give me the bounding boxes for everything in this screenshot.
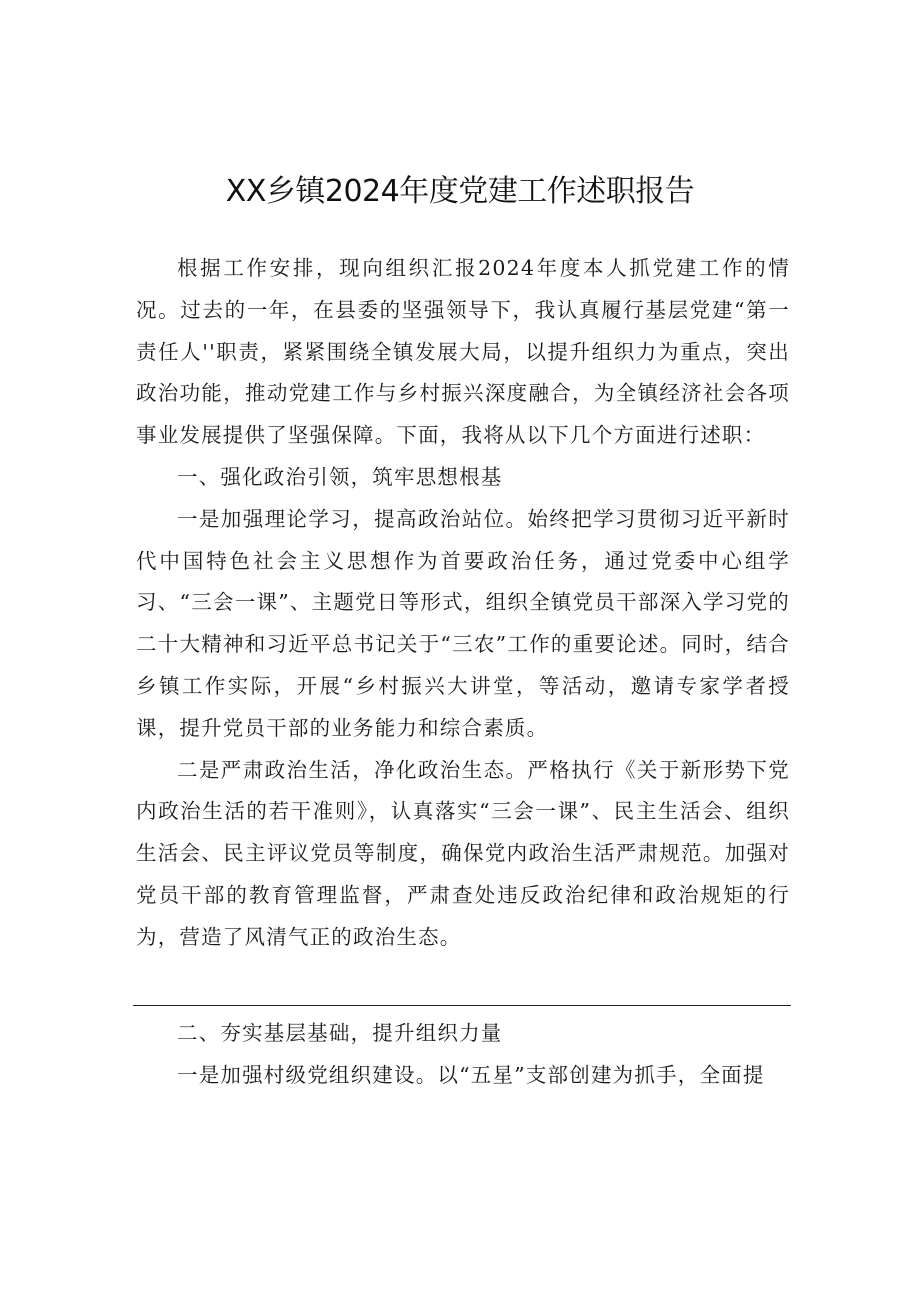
page-divider (133, 1005, 791, 1006)
paragraph-village-party-org: 一是加强村级党组织建设。以“五星”支部创建为抓手，全面提 (177, 1062, 765, 1087)
report-body-part-1 (136, 248, 790, 959)
paragraph-theory-study: 一是加强理论学习，提高政治站位。始终把学习贯彻习近平新时代中国特色社会主义思想作为首要政治任务，通过党委中心组学习、“三会一课”、主题党日等形式，组织全镇党员干部深入学习党的二十大精神和习近平总书记关于“三农”工作的重要论述。同时，结合乡镇工作实际，开展“乡村振兴大讲堂，等活动，邀请专家学者授课，提升党员干部的业务能力和综合素质。 (136, 506, 790, 740)
report-body-part-2 (136, 1013, 790, 1097)
section-heading-2: 二、夯实基层基础，提升组织力量 (177, 1021, 503, 1045)
section-heading-1: 一、强化政治引领，筑牢思想根基 (177, 464, 503, 489)
intro-paragraph: 根据工作安排，现向组织汇报2024年度本人抓党建工作的情况。过去的一年，在县委的坚强领导下，我认真履行基层党建“第一责任人''职责，紧紧围绕全镇发展大局，以提升组织力为重点，突出政治功能，推动党建工作与乡村振兴深度融合，为全镇经济社会各项事业发展提供了坚强保障。下面，我将从以下几个方面进行述职： (136, 256, 790, 448)
document-title: XX乡镇2024年度党建工作述职报告 (225, 174, 695, 209)
paragraph-political-life: 二是严肃政治生活，净化政治生态。严格执行《关于新形势下党内政治生活的若干准则》，认真落实“三会一课”、民主生活会、组织生活会、民主评议党员等制度，确保党内政治生活严肃规范。加强对党员干部的教育管理监督，严肃查处违反政治纪律和政治规矩的行为，营造了风清气正的政治生态。 (136, 757, 790, 949)
